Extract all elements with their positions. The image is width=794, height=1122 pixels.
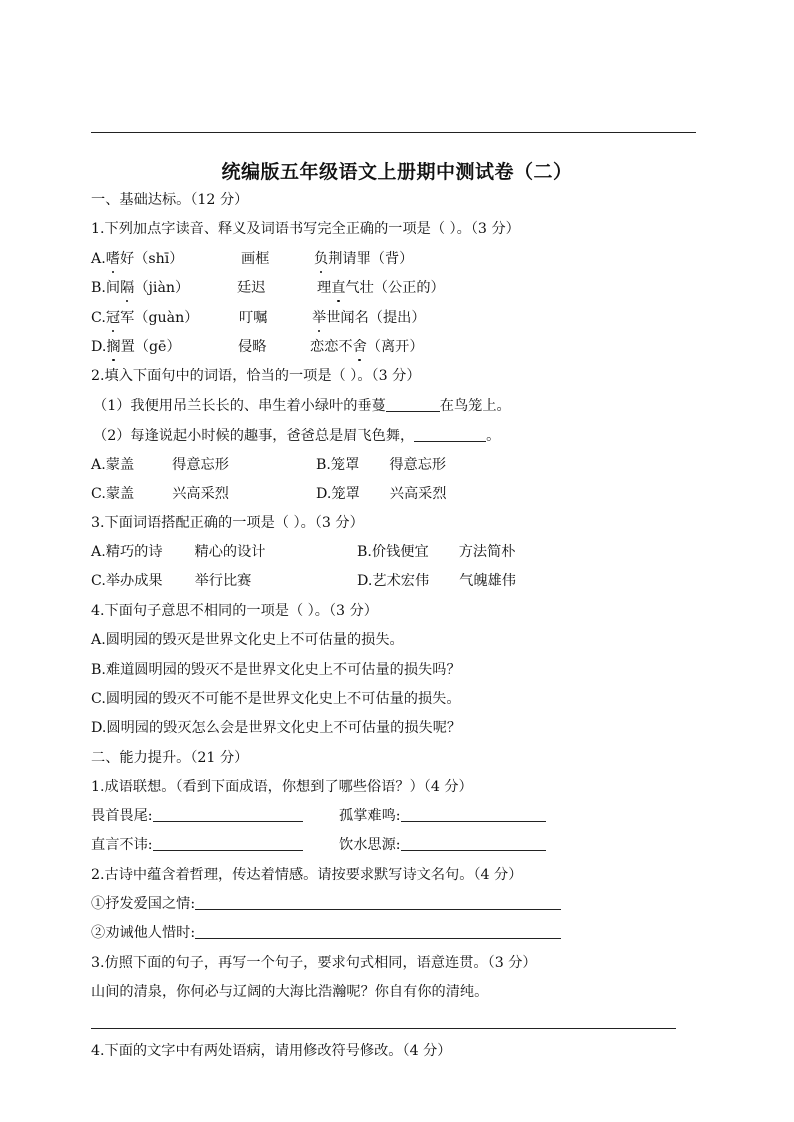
q3-option-c[interactable]: C.举办成果 举行比赛 <box>91 573 252 589</box>
q3-option-b[interactable]: B.价钱便宜 方法简朴 <box>357 544 516 560</box>
emphasis-dot-char: 嗜 <box>105 251 120 267</box>
question-2-stem: 2.填入下面句中的词语，恰当的一项是（ ）。（3 分） <box>91 368 421 384</box>
idiom-item: 直言不讳: <box>91 836 303 854</box>
emphasis-dot-char: 举 <box>312 310 327 326</box>
s2-question-1-stem: 1.成语联想。（看到下面成语，你想到了哪些俗语？）（4 分） <box>91 779 473 795</box>
poem-item-1: ①抒发爱国之情: <box>91 895 561 913</box>
question-1-stem: 1.下列加点字读音、释义及词语书写完全正确的一项是（ ）。（3 分） <box>91 221 520 237</box>
q2-option-d[interactable]: D.笼罩 兴高采烈 <box>316 486 447 502</box>
q3-option-d[interactable]: D.艺术宏伟 气魄雄伟 <box>357 573 516 589</box>
question-3-stem: 3.下面词语搭配正确的一项是（ ）。（3 分） <box>91 515 364 531</box>
answer-blank[interactable] <box>153 836 303 851</box>
q4-option-d[interactable]: D.圆明园的毁灭怎么会是世界文化史上不可估量的损失呢？ <box>91 720 462 736</box>
idiom-item: 孤掌难鸣: <box>339 807 546 825</box>
s2-question-4-stem: 4.下面的文字中有两处语病，请用修改符号修改。（4 分） <box>91 1043 452 1059</box>
q2-sentence-1: （1）我便用吊兰长长的、串生着小绿叶的垂蔓 在鸟笼上。 <box>93 398 511 414</box>
emphasis-dot-char: 舍 <box>352 339 367 355</box>
answer-blank[interactable] <box>195 924 561 939</box>
idiom-item: 饮水思源: <box>339 836 546 854</box>
q2-option-b[interactable]: B.笼罩 得意忘形 <box>316 457 447 473</box>
q4-option-a[interactable]: A.圆明园的毁灭是世界文化史上不可估量的损失。 <box>91 632 404 648</box>
emphasis-dot-char: 直 <box>331 280 346 296</box>
emphasis-dot-char: 负 <box>314 251 329 267</box>
q4-option-b[interactable]: B.难道圆明园的毁灭不是世界文化史上不可估量的损失吗？ <box>91 662 461 678</box>
header-rule <box>91 132 696 133</box>
q2-sentence-2: （2）每逢说起小时候的趣事，爸爸总是眉飞色舞， 。 <box>93 428 501 444</box>
q4-option-c[interactable]: C.圆明园的毁灭不可能不是世界文化史上不可估量的损失。 <box>91 691 461 707</box>
poem-item-2: ②劝诫他人惜时: <box>91 924 561 942</box>
idiom-item: 畏首畏尾: <box>91 807 303 825</box>
section-heading-1: 一、基础达标。（12 分） <box>91 192 249 208</box>
fill-blank[interactable] <box>386 397 440 412</box>
example-sentence: 山间的清泉，你何必与辽阔的大海比浩瀚呢？你自有你的清纯。 <box>91 984 489 1000</box>
question-4-stem: 4.下面句子意思不相同的一项是（ ）。（3 分） <box>91 603 378 619</box>
emphasis-dot-char: 冠 <box>105 310 121 326</box>
q2-option-a[interactable]: A.蒙盖 得意忘形 <box>91 457 229 473</box>
emphasis-dot-char: 隔 <box>120 280 135 296</box>
answer-line[interactable] <box>91 1028 676 1029</box>
emphasis-dot-char: 搁 <box>106 339 121 355</box>
answer-blank[interactable] <box>401 807 546 822</box>
answer-blank[interactable] <box>195 895 561 910</box>
s2-question-2-stem: 2.古诗中蕴含着哲理，传达着情感。请按要求默写诗文名句。（4 分） <box>91 867 523 883</box>
answer-blank[interactable] <box>401 836 546 851</box>
section-heading-2: 二、能力提升。（21 分） <box>91 750 249 766</box>
q3-option-a[interactable]: A.精巧的诗 精心的设计 <box>91 544 266 560</box>
q2-option-c[interactable]: C.蒙盖 兴高采烈 <box>91 486 229 502</box>
page-title: 统编版五年级语文上册期中测试卷（二） <box>221 161 573 183</box>
s2-question-3-stem: 3.仿照下面的句子，再写一个句子，要求句式相同，语意连贯。（3 分） <box>91 955 537 971</box>
fill-blank[interactable] <box>414 427 486 442</box>
answer-blank[interactable] <box>153 807 303 822</box>
